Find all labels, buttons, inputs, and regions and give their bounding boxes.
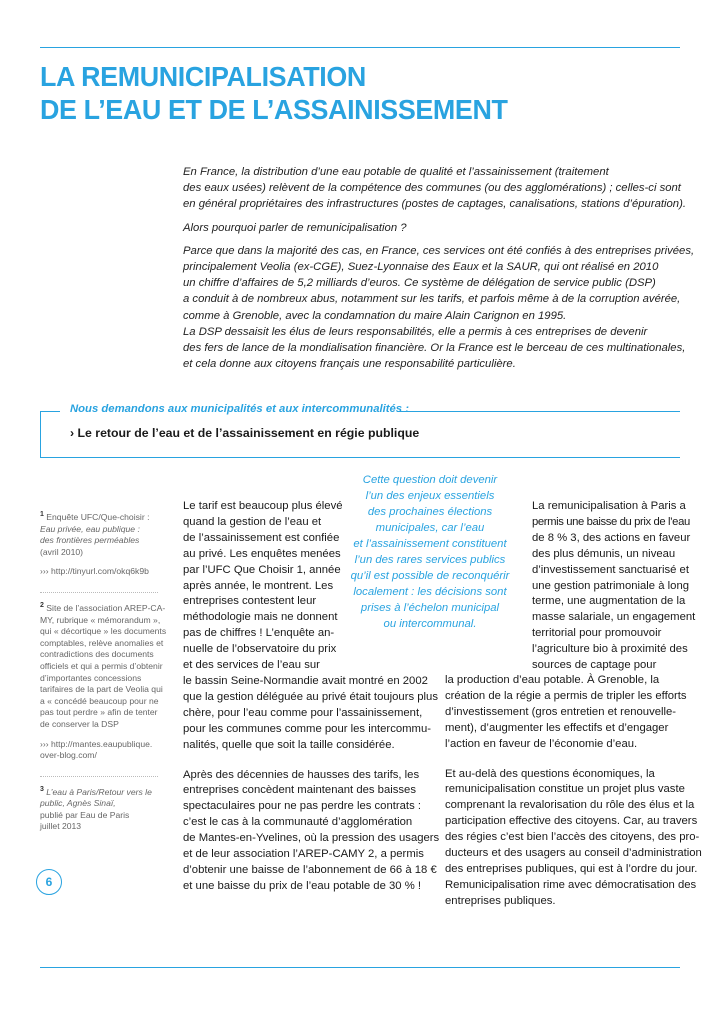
footnote-line: Eau privée, eau publique : — [40, 523, 140, 534]
column-1-paragraph-1-end — [183, 674, 438, 754]
text-line: après année, le montrent. Les — [183, 579, 334, 592]
footnote-line: contradictions des documents — [40, 649, 154, 660]
intro-line: des fers de lance de la mondialisation financière. Or la France est le berceau de ces multinationales, — [183, 342, 686, 355]
footnote-divider — [40, 592, 158, 593]
intro-paragraph-3 — [183, 243, 695, 373]
text-line: spectaculaires pour ne pas perdre les contrats : — [183, 800, 421, 813]
text-line: des entreprises publiques, qui est à l’ordre du jour. — [445, 862, 698, 875]
footnotes — [40, 511, 167, 847]
footnote-line: MY, rubrique « mémorandum », — [40, 614, 161, 625]
footnote-link-line[interactable]: over-blog.com/ — [40, 750, 97, 761]
demand-box-border — [40, 411, 60, 412]
footnote-line: d’importantes concessions — [40, 672, 142, 683]
footnote-line: comptables, relève anomalies et — [40, 637, 164, 648]
text-line: Remunicipalisation rime avec démocratisation des — [445, 878, 697, 891]
quote-line: des prochaines élections — [367, 506, 493, 518]
text-line: des régies c’est bien l’accès des citoyens, des pro- — [445, 831, 700, 844]
demands-heading: Nous demandons aux municipalités et aux intercommunalités : — [70, 403, 409, 415]
footnote-line: de conserver la DSP — [40, 718, 119, 729]
footnote-link-line[interactable]: ››› http://mantes.eaupublique. — [40, 738, 153, 749]
footnote-2 — [40, 602, 167, 762]
footnote-link[interactable]: ››› http://tinyurl.com/okq6k9b — [40, 566, 149, 577]
quote-line: l’un des rares services publics — [354, 554, 506, 566]
text-line: une gestion patrimoniale à long — [532, 579, 690, 592]
intro-block — [183, 164, 695, 379]
text-line: d’investissement sanctuarisé et — [532, 563, 689, 576]
quote-line: prises à l’échelon municipal — [360, 602, 500, 614]
pull-quote — [345, 472, 515, 632]
text-line: création de la régie a permis de tripler les efforts — [445, 689, 687, 702]
quote-line: localement : les décisions sont — [353, 586, 507, 598]
page-title — [40, 60, 508, 126]
text-line: nalités, quelle que soit la taille considérée. — [183, 738, 395, 751]
text-line: entreprises concèdent maintenant des baisses — [183, 784, 416, 797]
footnote-divider — [40, 776, 158, 777]
text-line: et une baisse du prix de l’eau potable de 30 % ! — [183, 879, 422, 892]
footnote-line: des frontières perméables — [40, 535, 140, 546]
column-2-narrow — [532, 499, 696, 674]
quote-line: qu’il est possible de reconquérir — [350, 570, 510, 582]
text-line: masse salariale, un engagement — [532, 611, 696, 624]
quote-line: l’un des enjeux essentiels — [365, 490, 495, 502]
text-line: ducteurs et des usagers au conseil d’administration — [445, 847, 702, 860]
footnote-number: 3 — [40, 785, 44, 793]
footnote-1 — [40, 512, 158, 578]
intro-line: principalement Veolia (ex-CGE), Suez-Lyonnaise des Eaux et la SAUR, qui ont réalisé en 2010 — [183, 261, 659, 274]
text-line: et des services de l’eau sur — [183, 659, 320, 672]
intro-line: En France, la distribution d’une eau potable de qualité et l’assainissement (traitement — [183, 166, 609, 178]
footnote-line: public, Agnès Sinaï, — [40, 798, 116, 809]
demand-box-border — [40, 457, 680, 458]
bottom-rule — [40, 967, 680, 968]
text-line: pas de chiffres ! L’enquête an- — [183, 627, 335, 640]
footnote-line: a « concédé beaucoup pour ne — [40, 695, 159, 706]
text-line: Et au-delà des questions économiques, la — [445, 767, 655, 780]
footnote-line: (avril 2010) — [40, 546, 83, 557]
page-number: 6 — [36, 869, 62, 895]
demands-item: › Le retour de l’eau et de l’assainissement en régie publique — [70, 426, 420, 440]
footnote-text: L’eau à Paris/Retour vers le — [46, 786, 152, 797]
column-1-narrow — [183, 499, 343, 674]
column-1-paragraph-2 — [183, 768, 440, 895]
quote-line: municipales, car l’eau — [375, 522, 485, 534]
text-line: c’est le cas à la communauté d’agglomération — [183, 816, 413, 829]
text-line: quand la gestion de l’eau et — [183, 515, 322, 528]
text-line: de l’assainissement est confiée — [183, 531, 340, 544]
intro-line: un chiffre d’affaires de 5,2 milliards d’euros. Ce système de délégation de service public (DSP) — [183, 277, 656, 290]
footnote-line: tarifaires de la part de Veolia qui — [40, 684, 163, 695]
quote-line: Cette question doit devenir — [362, 474, 498, 486]
intro-question: Alors pourquoi parler de remunicipalisation ? — [183, 221, 407, 234]
text-line: chère, pour l’eau comme pour l’assainissement, — [183, 706, 423, 719]
text-line: l’agriculture bio à proximité des — [532, 643, 688, 656]
column-2-paragraph-2 — [445, 767, 702, 910]
intro-line: Parce que dans la majorité des cas, en France, ces services ont été confiés à des entreprises privées, — [183, 244, 695, 257]
footnote-number: 1 — [40, 511, 44, 519]
intro-line: et cela donne aux citoyens français une responsabilité particulière. — [183, 358, 516, 371]
text-line: d’investissement (gros entretien et renouvelle- — [445, 705, 677, 718]
column-2 — [445, 673, 702, 924]
footnote-text: Enquête UFC/Que-choisir : — [46, 512, 150, 522]
text-line: des plus démunis, un niveau — [532, 547, 676, 560]
text-line: permis une baisse du prix de l’eau — [532, 515, 690, 528]
text-line: méthodologie mais ne donnent — [183, 611, 338, 624]
footnote-text: Site de l’association AREP-CA- — [46, 602, 166, 613]
footnote-line: officiels et qui a permis d’obtenir — [40, 660, 163, 671]
text-line: pour les communes comme pour les intercommu- — [183, 722, 431, 735]
footnote-3 — [40, 787, 158, 833]
text-line: entreprises publiques. — [445, 894, 556, 907]
text-line: territorial pour promouvoir — [532, 627, 662, 640]
text-line: la production d’eau potable. À Grenoble, la — [445, 674, 660, 686]
quote-line: ou intercommunal. — [383, 618, 477, 630]
text-line: Après des décennies de hausses des tarifs, les — [183, 768, 420, 781]
text-line: ment), d’augmenter les effectifs et d’engager — [445, 721, 669, 734]
text-line: le bassin Seine-Normandie avait montré en 2002 — [183, 674, 428, 687]
text-line: nuelle de l’observatoire du prix — [183, 643, 337, 656]
footnote-line — [40, 602, 166, 615]
title-line-1: LA REMUNICIPALISATION — [40, 61, 366, 92]
intro-line: en général propriétaires des infrastructures (postes de captages, canalisations, stations d’épuration). — [183, 198, 686, 211]
footnote-link[interactable] — [40, 739, 158, 762]
footnote-line: pas tout perdre » afin de tenter — [40, 707, 158, 718]
quote-line: et l’assainissement constituent — [353, 538, 507, 550]
footnote-line — [40, 787, 158, 799]
text-line: entreprises contestent leur — [183, 595, 317, 608]
intro-line: comme à Grenoble, avec la condamnation du maire Alain Carignon en 1995. — [183, 309, 567, 322]
text-line: Le tarif est beaucoup plus élevé — [183, 500, 343, 512]
text-line: d’obtenir une baisse de l’abonnement de 66 à 18 € — [183, 863, 437, 876]
text-line: La remunicipalisation à Paris a — [532, 500, 686, 512]
intro-line: La DSP dessaisit les élus de leurs responsabilités, elle a permis à ces entreprises de devenir — [183, 325, 648, 338]
text-line: comprenant la revalorisation du rôle des élus et la — [445, 799, 695, 812]
text-line: l’action en faveur de l’économie d’eau. — [445, 737, 638, 750]
intro-paragraph-1 — [183, 164, 686, 213]
footnote-line: juillet 2013 — [40, 821, 82, 832]
title-line-2: DE L’EAU ET DE L’ASSAINISSEMENT — [40, 94, 508, 125]
text-line: et de leur association l’AREP-CAMY 2, a permis — [183, 848, 424, 861]
top-rule — [40, 47, 680, 48]
footnote-number: 2 — [40, 602, 44, 610]
column-2-paragraph-1-end — [445, 673, 687, 753]
footnote-line — [40, 512, 158, 524]
text-line: de 8 % 3, des actions en faveur — [532, 531, 691, 544]
text-line: de Mantes-en-Yvelines, où la pression des usagers — [183, 832, 440, 845]
text-line: que la gestion déléguée au privé était toujours plus — [183, 690, 438, 703]
text-line: par l’UFC Que Choisir 1, année — [183, 563, 341, 576]
text-line: au privé. Les enquêtes menées — [183, 547, 341, 560]
footnote-line: publié par Eau de Paris — [40, 809, 130, 820]
demand-box-border — [40, 411, 41, 457]
text-line: sources de captage pour — [532, 659, 657, 672]
footnote-line: qui « décortique » les documents — [40, 626, 167, 637]
text-line: participation effective des citoyens. Car, au travers — [445, 815, 698, 828]
intro-line: des eaux usées) relèvent de la compétence des communes (ou des agglomérations) ; celles-ci sont — [183, 182, 681, 195]
intro-line: a conduit à de nombreux abus, notamment sur les tarifs, et parfois même à de la corruption avérée, — [183, 293, 681, 306]
demand-box-border — [397, 411, 680, 412]
text-line: terme, une augmentation de la — [532, 595, 686, 608]
text-line: remunicipalisation constitue un projet plus vaste — [445, 783, 685, 796]
